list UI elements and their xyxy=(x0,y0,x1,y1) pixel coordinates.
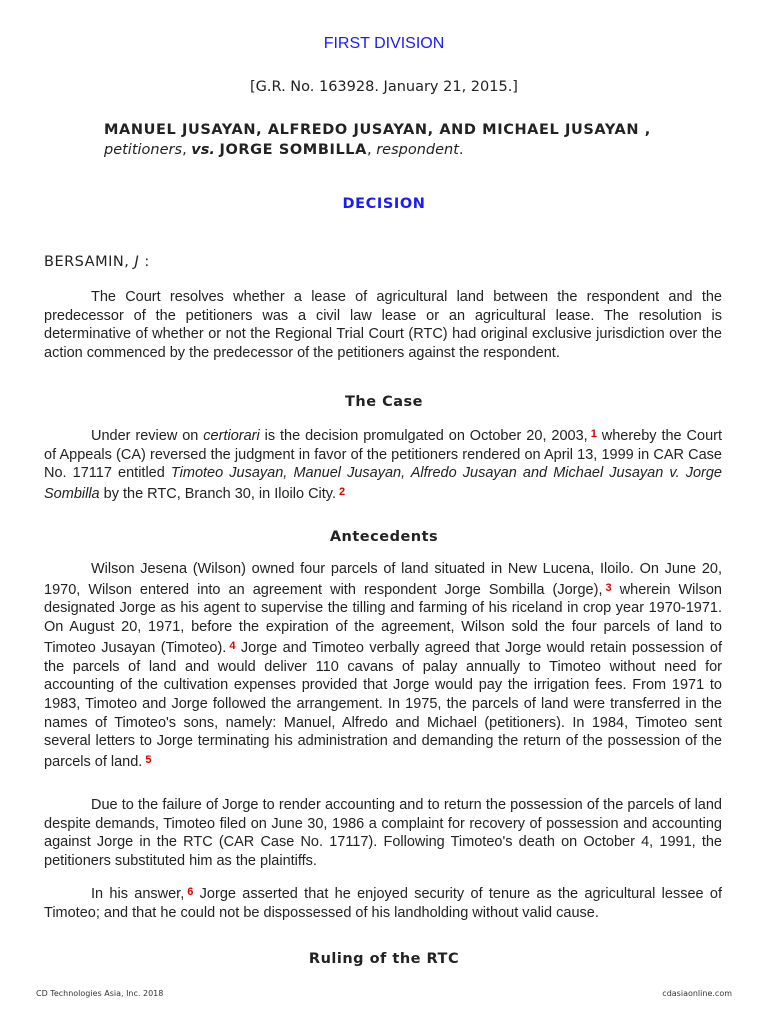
paragraph-complaint xyxy=(44,796,722,871)
decision-title: DECISION xyxy=(342,196,426,212)
paragraph-text: whereby the Court of Appeals (CA) reversed the judgment in favor of the petitioners rendered on April 13, 1999 in CAR Case No. 17117 entitled xyxy=(44,428,723,482)
paragraph-text: wherein Wilson designated Jorge as his agent to supervise the tilling and farming of his riceland in crop year 1970-1971. On August 20, 1971, before the expiration of the agreement, Wilson sold the four parcels of land to Timoteo Jusayan (Timoteo). xyxy=(44,581,722,656)
respondent-name: JORGE SOMBILLA xyxy=(219,142,367,158)
judge-name: BERSAMIN, xyxy=(44,254,130,270)
paragraph-answer xyxy=(44,883,722,922)
heading-the-case: The Case xyxy=(345,394,423,410)
case-title: Timoteo Jusayan, Manuel Jusayan, Alfredo Jusayan and Michael Jusayan v. Jorge Sombilla xyxy=(44,465,723,503)
paragraph-review xyxy=(44,425,722,504)
parties-block: MANUEL JUSAYAN, ALFREDO JUSAYAN, AND MICHAEL JUSAYAN , petitioners, vs. JORGE SOMBILLA, respondent. xyxy=(104,122,651,158)
footer-publisher: CD Technologies Asia, Inc. 2018 xyxy=(36,989,164,998)
case-number: [G.R. No. 163928. January 21, 2015.] xyxy=(250,79,518,95)
paragraph-text: Under review on xyxy=(91,428,204,444)
petitioners-label: petitioners xyxy=(104,142,183,158)
footnote-link-6[interactable]: 6 xyxy=(187,886,194,898)
ponente: BERSAMIN, J : xyxy=(44,254,150,270)
paragraph-text: by the RTC, Branch 30, in Iloilo City. xyxy=(99,486,337,503)
footnote-link-1[interactable]: 1 xyxy=(590,428,597,440)
versus: vs. xyxy=(191,142,215,158)
paragraph-antecedents xyxy=(44,560,722,772)
heading-ruling-rtc: Ruling of the RTC xyxy=(308,951,460,967)
footer-website: cdasiaonline.com xyxy=(662,989,732,998)
footnote-link-3[interactable]: 3 xyxy=(605,581,612,594)
petitioners-names: MANUEL JUSAYAN, ALFREDO JUSAYAN, AND MICHAEL JUSAYAN , xyxy=(104,122,651,138)
respondent-label: respondent xyxy=(376,142,459,158)
paragraph-text: Due to the failure of Jorge to render accounting and to return the possession of the parcels of land despite demands, Timoteo filed on June 30, 1986 a complaint for recovery of possession and accounting against Jorge in the RTC (CAR Case No. 17117). Following Timoteo's death on October 4, 1991, the petitioners substituted him as the plaintiffs. xyxy=(44,797,722,870)
paragraph-text: Jorge asserted that he enjoyed security of tenure as the agricultural lessee of Timoteo; and that he could not be dispossessed of his landholding without valid cause. xyxy=(44,886,722,921)
judge-suffix: J xyxy=(134,254,140,270)
heading-antecedents: Antecedents xyxy=(329,529,439,545)
paragraph-text: The Court resolves whether a lease of agricultural land between the respondent and the predecessor of the petitioners was a civil law lease or an agricultural lease. The resolution is determinative of whether or not the Regional Trial Court (RTC) had original exclusive jurisdiction over the action commenced by the predecessor of the petitioners against the respondent. xyxy=(44,289,722,362)
paragraph-intro xyxy=(44,288,722,363)
paragraph-text: In his answer, xyxy=(91,886,185,902)
italic-term: certiorari xyxy=(203,428,260,444)
paragraph-text: Wilson Jesena (Wilson) owned four parcels of land situated in New Lucena, Iloilo. On June 20, 1970, Wilson entered into an agreement with respondent Jorge Sombilla (Jorge), xyxy=(44,561,722,598)
footnote-link-4[interactable]: 4 xyxy=(229,639,236,652)
paragraph-text: is the decision promulgated on October 20, 2003, xyxy=(259,428,588,444)
division-title: FIRST DIVISION xyxy=(323,35,445,52)
footnote-link-5[interactable]: 5 xyxy=(145,754,152,767)
footnote-link-2[interactable]: 2 xyxy=(339,486,346,499)
paragraph-text: Jorge and Timoteo verbally agreed that Jorge would retain possession of the parcels of land and would deliver 110 cavans of palay annually to Timoteo without need for accounting of the cultivation expenses provided that Jorge would pay the irrigation fees. From 1971 to 1983, Timoteo and Jorge followed the arrangement. In 1975, the parcels of land were transferred in the names of Timoteo's sons, namely: Manuel, Alfredo and Michael (petitioners). In 1984, Timoteo sent several letters to Jorge terminating his administration and demanding the return of the possession of the parcels of land. xyxy=(44,639,722,771)
